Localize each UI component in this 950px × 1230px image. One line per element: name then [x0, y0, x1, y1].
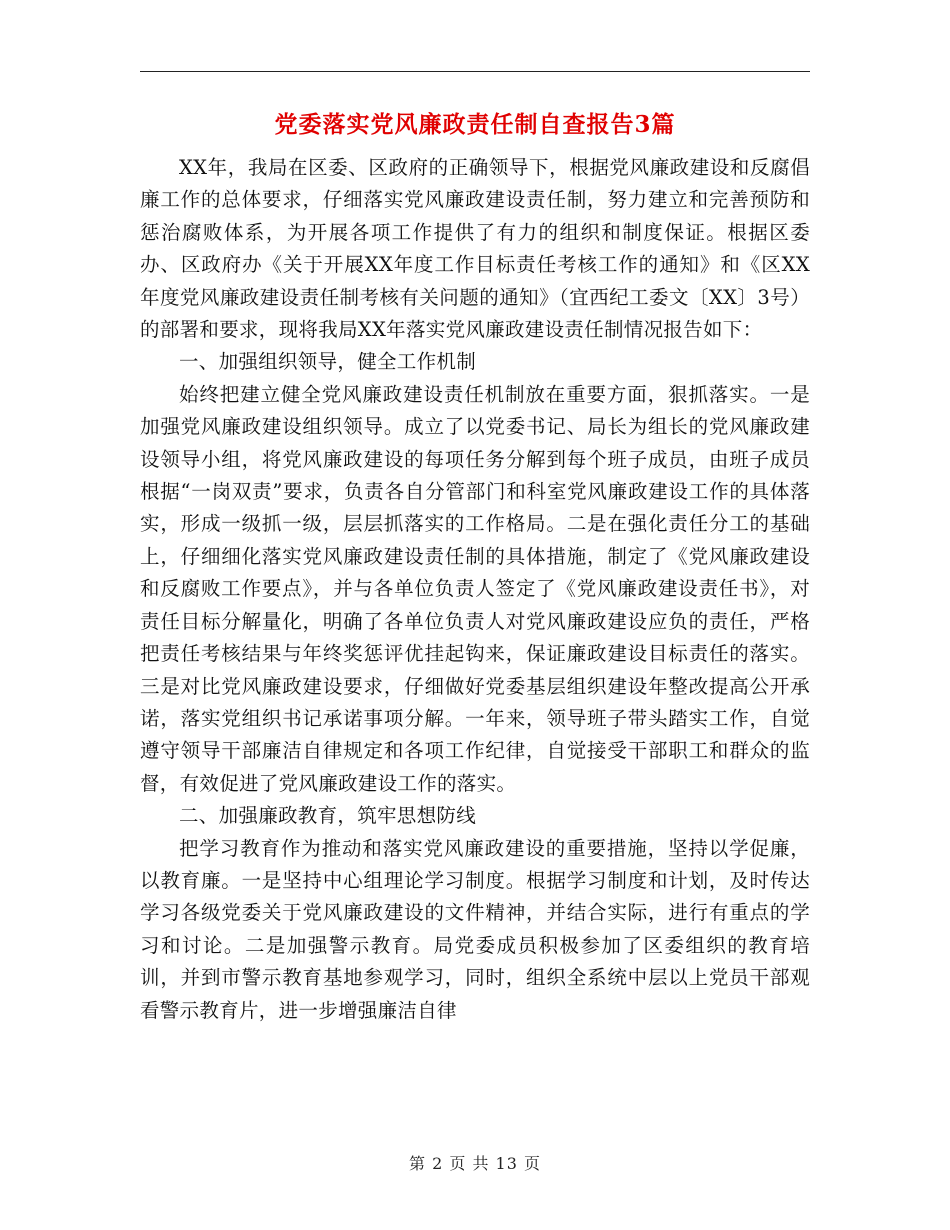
page-number: 第 2 页 共 13 页 — [409, 1154, 541, 1173]
document-title: 党委落实党风廉政责任制自查报告3篇 — [274, 111, 676, 138]
section-heading-1: 一、加强组织领导，健全工作机制 — [179, 350, 477, 374]
header-rule — [140, 71, 810, 72]
paragraph-section-2: 把学习教育作为推动和落实党风廉政建设的重要措施，坚持以学促廉，以教育廉。一是坚持中心组理论学习制度。根据学习制度和计划，及时传达学习各级党委关于党风廉政建设的文件精神，并结合实际，进行有重点的学习和讨论。二是加强警示教育。局党委成员积极参加了区委组织的教育培训，并到市警示教育基地参观学习，同时，组织全系统中层以上党员干部观看警示教育片，进一步增强廉洁自律 — [140, 836, 810, 1022]
paragraph-intro: XX年，我局在区委、区政府的正确领导下，根据党风廉政建设和反腐倡廉工作的总体要求，仔细落实党风廉政建设责任制，努力建立和完善预防和惩治腐败体系，为开展各项工作提供了有力的组织和制度保证。根据区委办、区政府办《关于开展XX年度工作目标责任考核工作的通知》和《区XX年度党风廉政建设责任制考核有关问题的通知》（宜西纪工委文〔XX〕3号）的部署和要求，现将我局XX年落实党风廉政建设责任制情况报告如下： — [140, 156, 810, 342]
section-heading-2: 二、加强廉政教育，筑牢思想防线 — [179, 804, 477, 828]
document-body — [140, 152, 810, 1027]
paragraph-section-1: 始终把建立健全党风廉政建设责任机制放在重要方面，狠抓落实。一是加强党风廉政建设组织领导。成立了以党委书记、局长为组长的党风廉政建设领导小组，将党风廉政建设的每项任务分解到每个班子成员，由班子成员根据“一岗双责”要求，负责各自分管部门和科室党风廉政建设工作的具体落实，形成一级抓一级，层层抓落实的工作格局。二是在强化责任分工的基础上，仔细细化落实党风廉政建设责任制的具体措施，制定了《党风廉政建设和反腐败工作要点》，并与各单位负责人签定了《党风廉政建设责任书》，对责任目标分解量化，明确了各单位负责人对党风廉政建设应负的责任，严格把责任考核结果与年终奖惩评优挂起钩来，保证廉政建设目标责任的落实。三是对比党风廉政建设要求，仔细做好党委基层组织建设年整改提高公开承诺，落实党组织书记承诺事项分解。一年来，领导班子带头踏实工作，自觉遵守领导干部廉洁自律规定和各项工作纪律，自觉接受干部职工和群众的监督，有效促进了党风廉政建设工作的落实。 — [140, 382, 810, 795]
